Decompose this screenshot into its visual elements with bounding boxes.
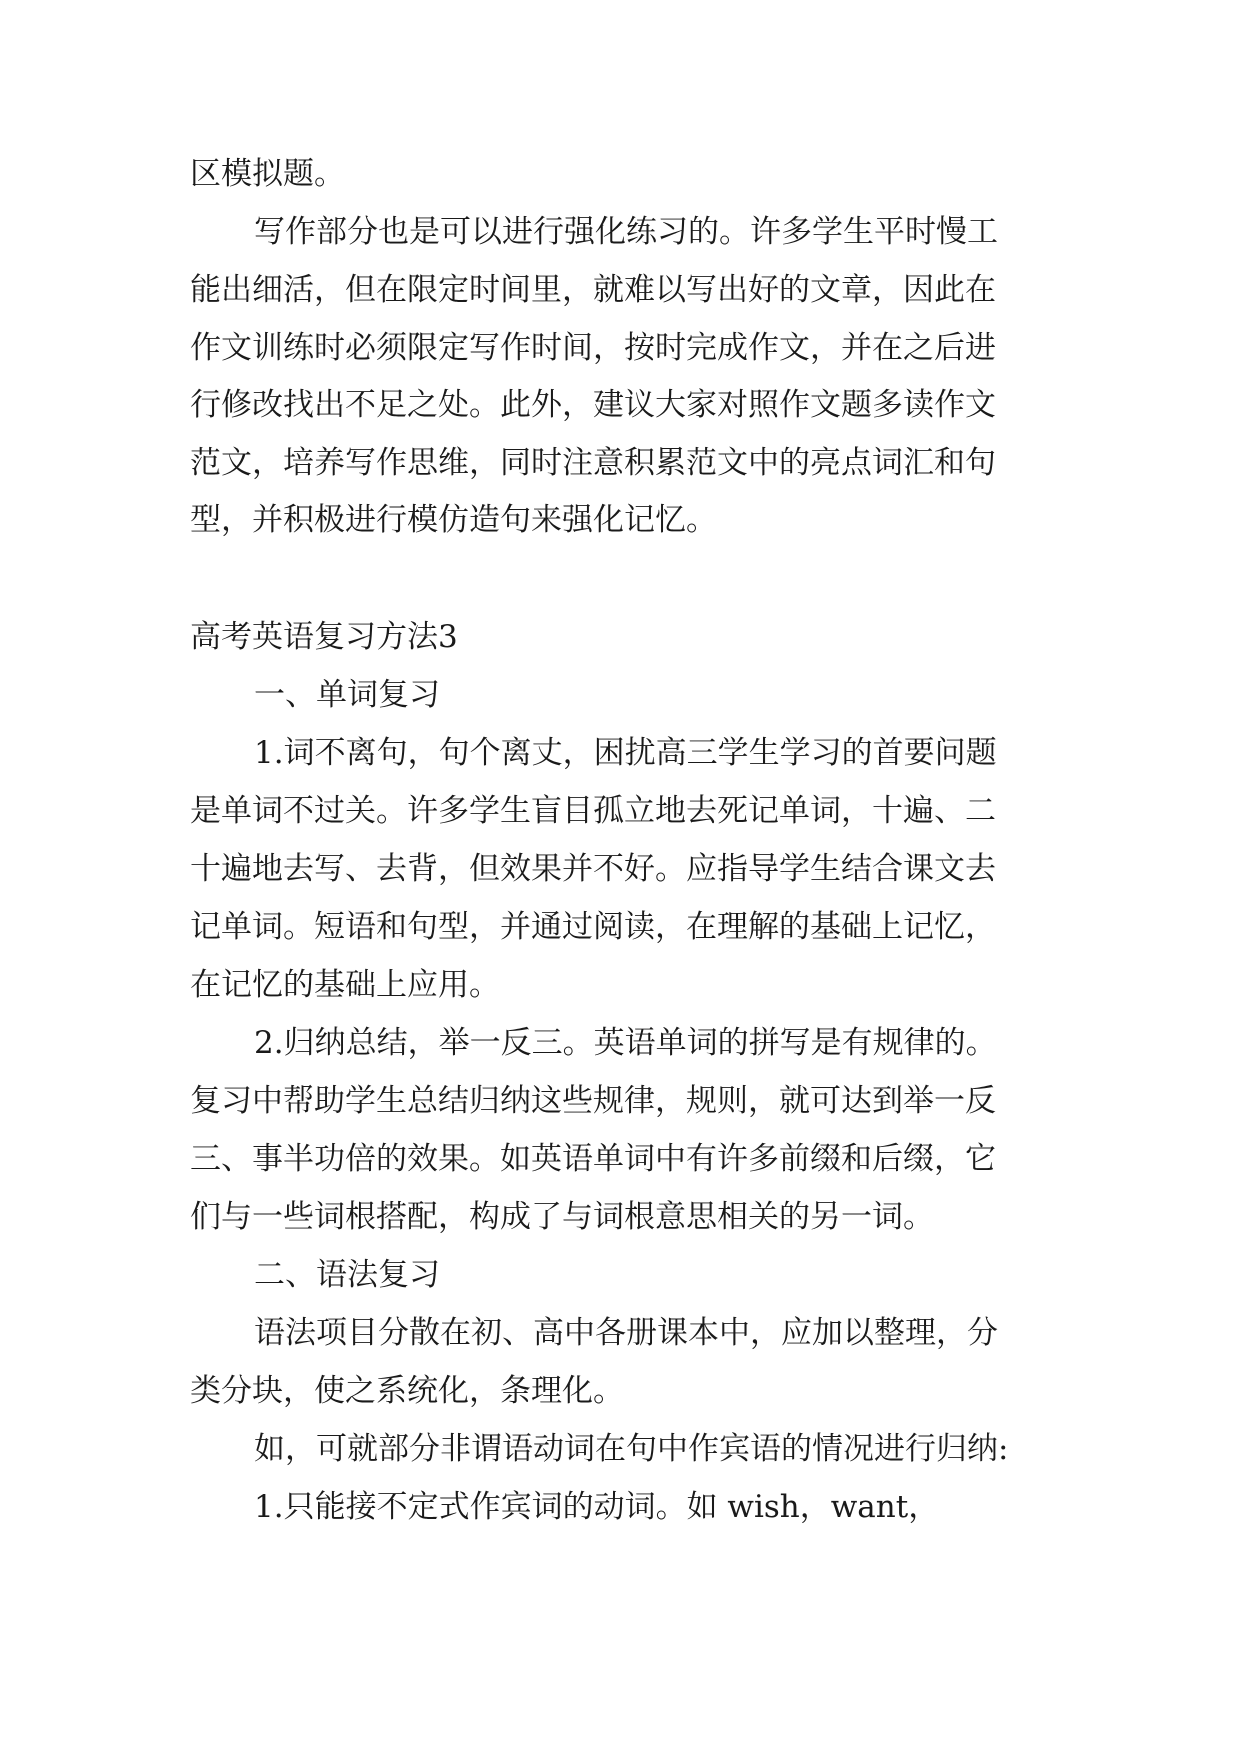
text-line: 范文，培养写作思维，同时注意积累范文中的亮点词汇和句 [190,445,996,481]
paragraph-start-line: 写作部分也是可以进行强化练习的。许多学生平时慢工 [254,214,998,250]
subsection-heading: 一、单词复习 [254,677,440,713]
paragraph-start-line: 1.词不离句，句个离丈，困扰高三学生学习的首要问题 [254,735,997,771]
text-line: 区模拟题。 [190,156,345,192]
section-heading: 高考英语复习方法3 [190,619,458,655]
paragraph-start-line: 如，可就部分非谓语动词在句中作宾语的情况进行归纳: [254,1431,1009,1467]
text-line: 作文训练时必须限定写作时间，按时完成作文，并在之后进 [190,330,996,366]
text-line: 十遍地去写、去背，但效果并不好。应指导学生结合课文去 [190,851,996,887]
text-line: 记单词。短语和句型，并通过阅读，在理解的基础上记忆， [190,909,996,945]
text-line: 们与一些词根搭配，构成了与词根意思相关的另一词。 [190,1199,934,1235]
text-line: 三、事半功倍的效果。如英语单词中有许多前缀和后缀，它 [190,1141,996,1177]
paragraph-start-line: 2.归纳总结，举一反三。英语单词的拼写是有规律的。 [254,1025,997,1061]
text-line: 类分块，使之系统化，条理化。 [190,1373,624,1409]
text-line: 是单词不过关。许多学生盲目孤立地去死记单词，十遍、二 [190,793,996,829]
paragraph-start-line: 1.只能接不定式作宾词的动词。如 wish，want， [254,1489,940,1525]
paragraph-start-line: 语法项目分散在初、高中各册课本中，应加以整理，分 [254,1315,998,1351]
text-line: 能出细活，但在限定时间里，就难以写出好的文章，因此在 [190,272,996,308]
text-line: 型，并积极进行模仿造句来强化记忆。 [190,502,717,538]
text-line: 行修改找出不足之处。此外，建议大家对照作文题多读作文 [190,387,996,423]
text-line: 在记忆的基础上应用。 [190,967,500,1003]
text-line: 复习中帮助学生总结归纳这些规律，规则，就可达到举一反 [190,1083,996,1119]
subsection-heading: 二、语法复习 [254,1257,440,1293]
